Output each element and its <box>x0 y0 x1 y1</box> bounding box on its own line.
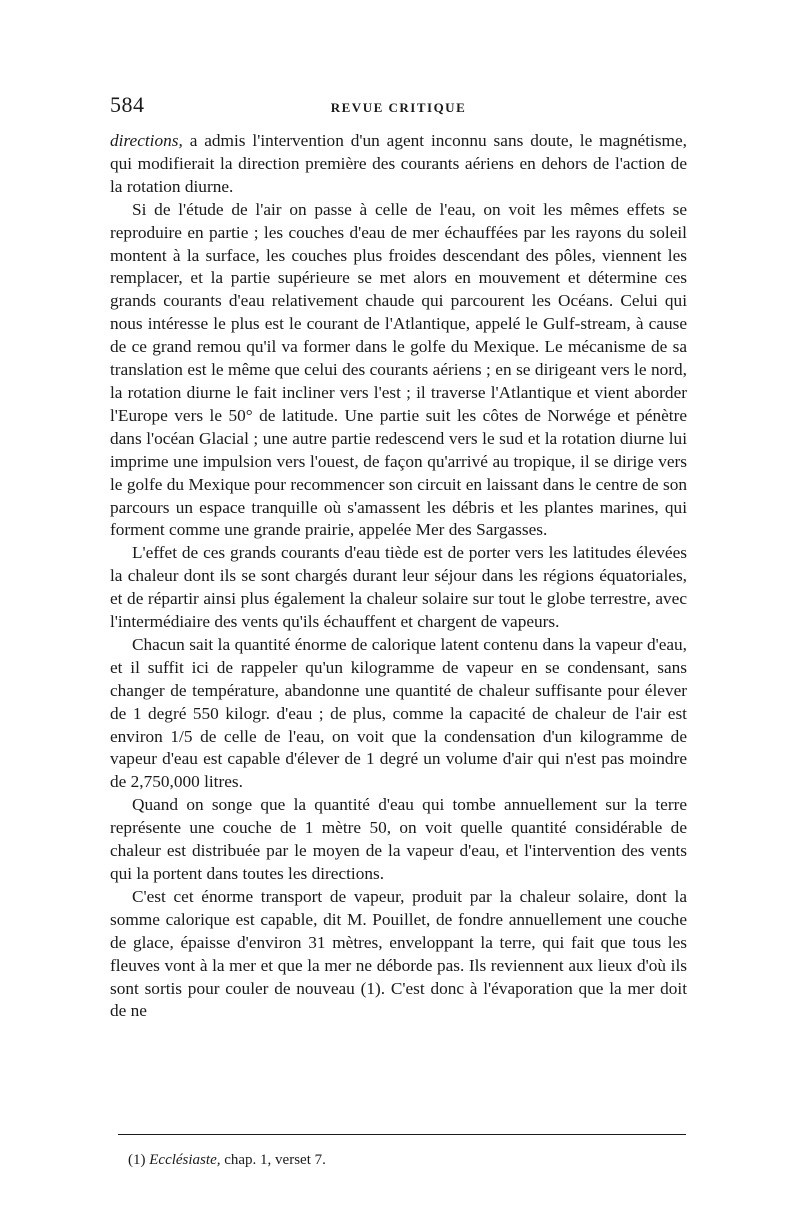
body-text <box>110 130 687 1023</box>
running-head-title: REVUE CRITIQUE <box>330 100 467 115</box>
footnote-reference: chap. 1, verset 7. <box>220 1152 326 1168</box>
paragraph-1 <box>110 130 687 199</box>
paragraph-1-italic-lead: directions, <box>110 131 183 150</box>
footnote-marker: (1) <box>128 1152 146 1168</box>
footnote <box>128 1150 688 1170</box>
running-head <box>110 92 687 124</box>
footnote-divider <box>118 1134 686 1135</box>
paragraph-4: Chacun sait la quantité énorme de calorique latent contenu dans la vapeur d'eau, et il suffit ici de rappeler qu'un kilogramme de vapeur en se condensant, sans changer de température, abandonne une quantité de chaleur suffisante pour élever de 1 degré 550 kilogr. d'eau ; de plus, comme la capacité de chaleur de l'air est environ 1/5 de celle de l'eau, on voit que la condensation d'un kilogramme de vapeur d'eau est capable d'élever de 1 degré un volume d'air qui n'est pas moindre de 2,750,000 litres. <box>110 634 687 792</box>
paragraph-3: L'effet de ces grands courants d'eau tiède est de porter vers les latitudes élevées la chaleur dont ils se sont chargés durant leur séjour dans les régions équatoriales, et de répartir ainsi plus également la chaleur solaire sur tout le globe terrestre, avec l'intermédiaire des vents qu'ils échauffent et chargent de vapeurs. <box>110 543 687 632</box>
footnote-work-title: Ecclésiaste, <box>149 1152 221 1168</box>
page-number: 584 <box>110 92 145 117</box>
paragraph-5: Quand on songe que la quantité d'eau qui tombe annuellement sur la terre représente une couche de 1 mètre 50, on voit quelle quantité considérable de chaleur est distribuée par le moyen de la vapeur d'eau, et l'intervention des vents qui la portent dans toutes les directions. <box>110 795 687 883</box>
paragraph-6: C'est cet énorme transport de vapeur, produit par la chaleur solaire, dont la somme calorique est capable, dit M. Pouillet, de fondre annuellement une couche de glace, épaisse d'environ 31 mètres, enveloppant la terre, qui fait que tous les fleuves vont à la mer et que la mer ne déborde pas. Ils reviennent aux lieux d'où ils sont sortis pour couler de nouveau (1). C'est donc à l'évaporation que la mer doit de ne <box>110 886 687 1021</box>
paragraph-1-text: a admis l'intervention d'un agent inconnu sans doute, le magnétisme, qui modifierait la direction première des courants aériens en dehors de l'action de la rotation diurne. <box>110 131 687 196</box>
paragraph-2: Si de l'étude de l'air on passe à celle de l'eau, on voit les mêmes effets se reproduire en partie ; les couches d'eau de mer échauffées par les rayons du soleil montent à la surface, les couches plus froides descendant des pôles, viennent les remplacer, et la partie supérieure se met alors en mouvement et détermine ces grands courants d'eau relativement chaude qui parcourent les Océans. Celui qui nous intéresse le plus est le courant de l'Atlantique, appelé le Gulf-stream, à cause de ce grand remou qu'il va former dans le golfe du Mexique. Le mécanisme de sa translation est le même que celui des courants aériens ; en se dirigeant vers le nord, la rotation diurne le fait incliner vers l'est ; il traverse l'Atlantique et vient aborder l'Europe vers le 50° de latitude. Une partie suit les côtes de Norwége et pénètre dans l'océan Glacial ; une autre partie redescend vers le sud et la rotation diurne lui imprime une impulsion vers l'ouest, de façon qu'arrivé au tropique, il se dirige vers le golfe du Mexique pour recommencer son circuit en laissant dans le centre de son parcours un espace tranquille où s'amassent les débris et les plantes marines, qui forment comme une grande prairie, appelée Mer des Sargasses. <box>110 199 687 540</box>
